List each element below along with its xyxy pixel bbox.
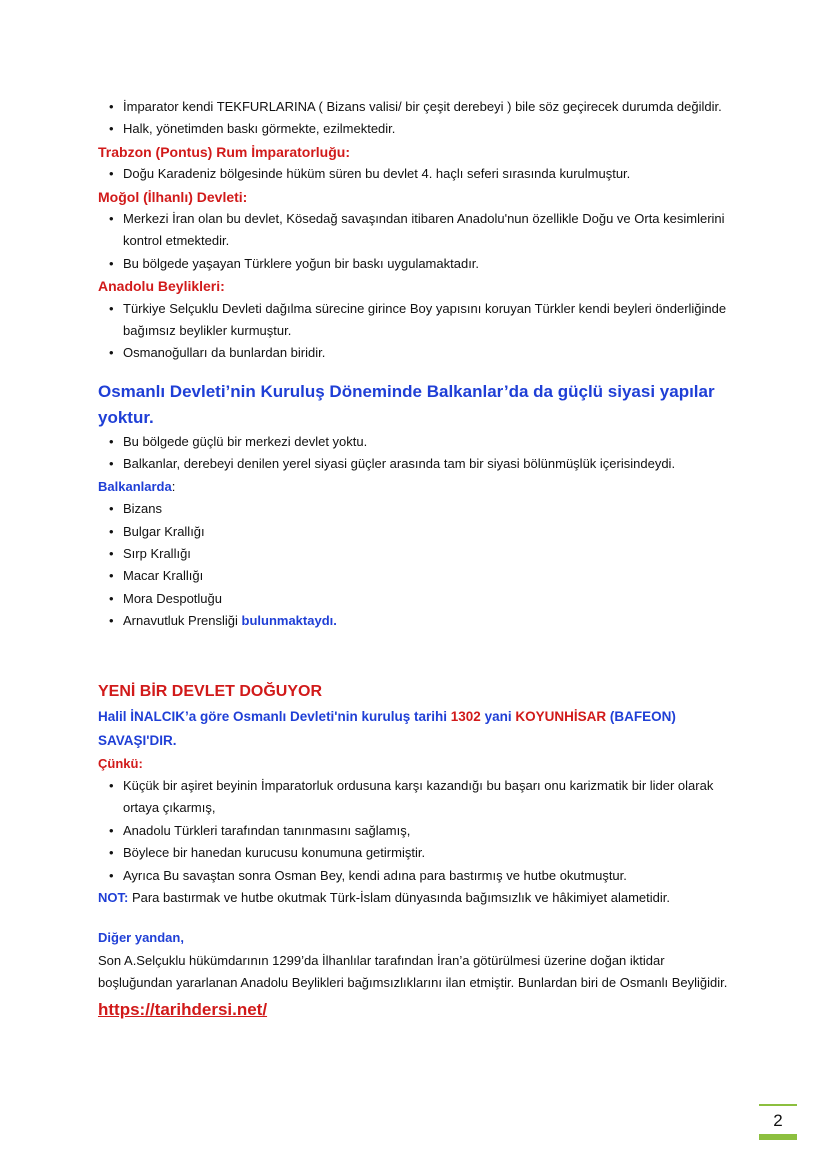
- bullet-icon: •: [109, 845, 114, 861]
- cunku-label: Çünkü:: [98, 755, 143, 771]
- bullet-text: Türkiye Selçuklu Devleti dağılma sürecine girince Boy yapısını koruyan Türkler kendi beyleri önderliğinde bağımsız beylikler kurmuştur.: [123, 300, 727, 339]
- list-item: [98, 565, 738, 587]
- bullet-item: [98, 96, 738, 118]
- bullet-item: [98, 820, 738, 842]
- list-item-text: Sırp Krallığı: [123, 545, 191, 561]
- bullet-icon: •: [109, 501, 114, 517]
- note-text: Para bastırmak ve hutbe okutmak Türk-İslam dünyasında bağımsızlık ve hâkimiyet alametidir.: [128, 889, 671, 905]
- bullet-text: Doğu Karadeniz bölgesinde hüküm süren bu devlet 4. haçlı seferi sırasında kurulmuştur.: [123, 166, 631, 182]
- bullet-icon: •: [109, 613, 114, 629]
- bullet-item: [98, 208, 738, 253]
- bullet-icon: •: [109, 211, 114, 227]
- bullet-icon: •: [109, 121, 114, 137]
- bullet-item: [98, 453, 738, 475]
- bullet-item: [98, 298, 738, 343]
- kurulus-text-2: yani: [480, 708, 516, 724]
- bullet-text: Balkanlar, derebeyi denilen yerel siyasi güçler arasında tam bir siyasi bölünmüşlük içerisindeydi.: [123, 456, 676, 472]
- bullet-item: [98, 118, 738, 140]
- kurulus-year: 1302: [450, 708, 481, 724]
- list-item-text: Macar Krallığı: [123, 568, 204, 584]
- bullet-icon: •: [109, 590, 114, 606]
- document-page: [98, 96, 738, 1023]
- bullet-item: [98, 163, 738, 185]
- bullet-icon: •: [109, 523, 114, 539]
- bullet-icon: •: [109, 822, 114, 838]
- kurulus-place: KOYUNHİSAR: [515, 708, 607, 724]
- bullet-item: [98, 865, 738, 887]
- kurulus-statement: [98, 705, 738, 753]
- bullet-item: [98, 842, 738, 864]
- section-heading-trabzon: Trabzon (Pontus) Rum İmparatorluğu:: [98, 143, 350, 160]
- list-item: [98, 498, 738, 520]
- list-item-suffix: bulunmaktaydı.: [241, 613, 337, 629]
- diger-paragraph: Son A.Selçuklu hükümdarının 1299’da İlhanlılar tarafından İran’a götürülmesi üzerine doğan iktidar boşluğundan yararlanan Anadolu Beylikleri bağımsızlıklarını ilan etmiştir. Bunlardan biri de Osmanlı Beyliğidir.: [98, 952, 728, 991]
- section-heading-balkan: Osmanlı Devleti’nin Kuruluş Döneminde Balkanlar’da da güçlü siyasi yapılar yoktur.: [98, 381, 715, 427]
- page-number-bottom-rule: [759, 1134, 797, 1140]
- bullet-icon: •: [109, 545, 114, 561]
- bullet-item: [98, 342, 738, 364]
- bullet-text: Küçük bir aşiret beyinin İmparatorluk ordusuna karşı kazandığı bu başarı onu karizmatik bir lider olarak ortaya çıkarmış,: [123, 777, 714, 816]
- bullet-icon: •: [109, 568, 114, 584]
- bullet-text: Ayrıca Bu savaştan sonra Osman Bey, kendi adına para bastırmış ve hutbe okutmuştur.: [123, 867, 627, 883]
- page-number-top-rule: [759, 1104, 797, 1106]
- page-number: 2: [773, 1111, 783, 1130]
- bullet-text: Merkezi İran olan bu devlet, Kösedağ savaşından itibaren Anadolu'nun özellikle Doğu ve Orta kesimlerini kontrol etmektedir.: [123, 211, 725, 249]
- bullet-text: Böylece bir hanedan kurucusu konumuna getirmiştir.: [123, 845, 426, 861]
- list-item: [98, 543, 738, 565]
- bullet-icon: •: [109, 777, 114, 793]
- section-heading-yeni-devlet: YENİ BİR DEVLET DOĞUYOR: [98, 682, 323, 700]
- list-item-text: Bizans: [123, 501, 163, 517]
- bullet-text: Bu bölgede yaşayan Türklere yoğun bir baskı uygulamaktadır.: [123, 255, 480, 271]
- kurulus-text-3: (BAFEON) SAVAŞI'DIR.: [98, 708, 676, 748]
- bullet-text: İmparator kendi TEKFURLARINA ( Bizans valisi/ bir çeşit derebeyi ) bile söz geçirecek durumda değildir.: [123, 99, 722, 114]
- balkanlarda-label: [98, 476, 738, 498]
- bullet-icon: •: [109, 255, 114, 271]
- bullet-item: [98, 431, 738, 453]
- section-heading-diger: Diğer yandan,: [98, 930, 184, 946]
- balkanlarda-text: Balkanlarda: [98, 478, 172, 494]
- section-heading-mogol: Moğol (İlhanlı) Devleti:: [98, 188, 248, 205]
- website-link[interactable]: https://tarihdersi.net/: [98, 999, 268, 1019]
- list-item-text: Mora Despotluğu: [123, 590, 222, 606]
- bullet-icon: •: [109, 99, 114, 114]
- list-item: [98, 610, 738, 632]
- section-heading-beylikler: Anadolu Beylikleri:: [98, 278, 225, 295]
- bullet-icon: •: [109, 867, 114, 883]
- list-item: [98, 588, 738, 610]
- list-item-text: Bulgar Krallığı: [123, 523, 205, 539]
- kurulus-text-1: Halil İNALCIK’a göre Osmanlı Devleti'nin kuruluş tarihi: [98, 708, 451, 724]
- page-number-box: [759, 1104, 797, 1140]
- list-item: [98, 521, 738, 543]
- bullet-icon: •: [109, 300, 114, 316]
- balkanlarda-colon: :: [171, 478, 176, 494]
- bullet-icon: •: [109, 345, 114, 361]
- bullet-item: [98, 775, 738, 820]
- note-label: NOT:: [98, 889, 129, 905]
- bullet-text: Anadolu Türkleri tarafından tanınmasını sağlamış,: [123, 822, 411, 838]
- bullet-text: Osmanoğulları da bunlardan biridir.: [123, 345, 326, 361]
- bullet-text: Halk, yönetimden baskı görmekte, ezilmektedir.: [123, 121, 396, 137]
- spacer: [98, 909, 738, 927]
- bullet-icon: •: [109, 166, 114, 182]
- bullet-icon: •: [109, 433, 114, 449]
- bullet-text: Bu bölgede güçlü bir merkezi devlet yoktu.: [123, 433, 368, 449]
- bullet-icon: •: [109, 456, 114, 472]
- bullet-item: [98, 253, 738, 275]
- list-item-text: Arnavutluk Prensliği: [123, 613, 238, 629]
- note-paragraph: [98, 887, 738, 909]
